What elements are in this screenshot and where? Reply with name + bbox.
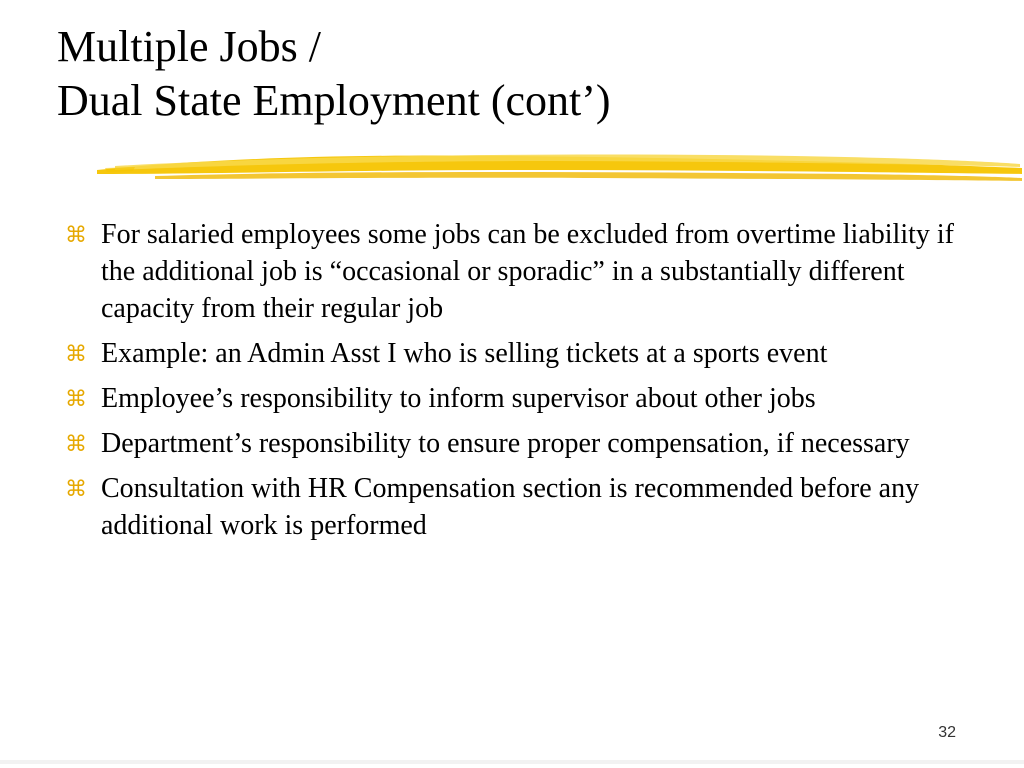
place-of-interest-icon: ⌘ — [65, 477, 87, 502]
bottom-divider — [0, 760, 1024, 764]
slide-title — [57, 20, 997, 128]
bullet-text: Employee’s responsibility to inform supervisor about other jobs — [101, 383, 816, 414]
bullet-text: Department’s responsibility to ensure proper compensation, if necessary — [101, 428, 910, 459]
slide-title-line-1: Multiple Jobs / — [57, 22, 322, 71]
list-item — [62, 335, 962, 372]
bullet-text: Consultation with HR Compensation section is recommended before any additional work is performed — [101, 473, 920, 541]
place-of-interest-icon: ⌘ — [65, 342, 87, 367]
bullet-text: For salaried employees some jobs can be excluded from overtime liability if the additional job is “occasional or sporadic” in a substantially different capacity from their regular job — [101, 219, 954, 324]
list-item — [62, 380, 962, 417]
list-item — [62, 216, 962, 327]
page-number: 32 — [938, 724, 956, 741]
highlighter-stroke-decoration — [95, 148, 1024, 188]
list-item — [62, 470, 962, 544]
bullet-text: Example: an Admin Asst I who is selling tickets at a sports event — [101, 338, 828, 369]
slide-title-line-2: Dual State Employment (cont’) — [57, 76, 611, 125]
place-of-interest-icon: ⌘ — [65, 432, 87, 457]
list-item — [62, 425, 962, 462]
bullet-list — [62, 216, 962, 552]
place-of-interest-icon: ⌘ — [65, 223, 87, 248]
place-of-interest-icon: ⌘ — [65, 387, 87, 412]
